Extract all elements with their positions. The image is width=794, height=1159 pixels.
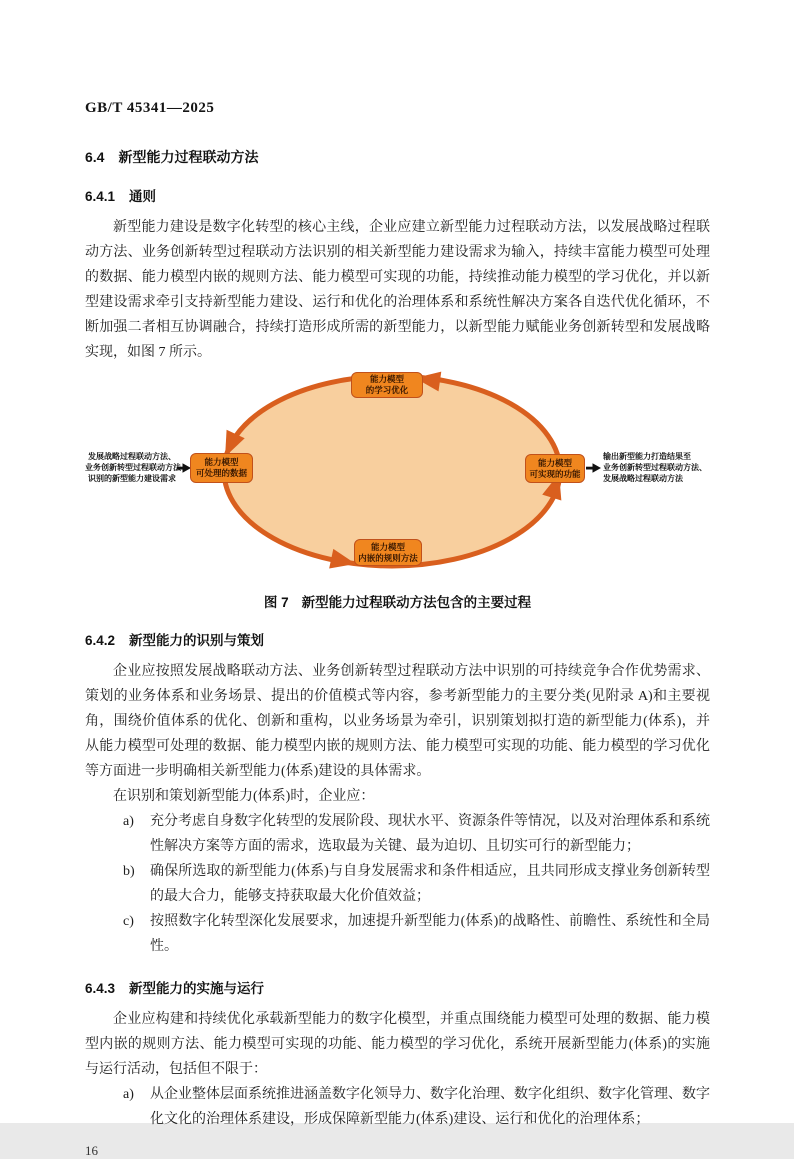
list-item-label: a) xyxy=(123,814,134,829)
list-item-text: 从企业整体层面系统推进涵盖数字化领导力、数字化治理、数字化组织、数字化管理、数字化文化的治理体系建设，形成保障新型能力(体系)建设、运行和优化的治理体系； xyxy=(150,1087,710,1127)
figure-7-caption xyxy=(85,591,710,611)
list-item-c xyxy=(85,909,710,959)
label-line: 输出新型能力打造结果至 xyxy=(603,452,691,461)
node-line: 能力模型 xyxy=(204,457,239,467)
label-line: 业务创新转型过程联动方法、 xyxy=(603,463,707,472)
heading-6-4 xyxy=(85,147,710,167)
figure-caption-label: 图 7 xyxy=(263,595,289,610)
heading-6-4-2 xyxy=(85,629,710,649)
node-line: 能力模型 xyxy=(370,541,405,552)
heading-6-4-1 xyxy=(85,185,710,205)
paragraph-6-4-2-lead-in: 在识别和策划新型能力(体系)时，企业应： xyxy=(113,789,375,804)
node-line: 内嵌的规则方法 xyxy=(358,552,418,563)
label-line: 发展战略过程联动方法、 xyxy=(88,452,176,461)
list-item-a xyxy=(85,809,710,859)
figure-caption-text: 新型能力过程联动方法包含的主要过程 xyxy=(301,595,532,610)
list-item-a xyxy=(85,1082,710,1132)
node-line: 能力模型 xyxy=(537,457,572,468)
list-item-text: 确保所选取的新型能力(体系)与自身发展需求和条件相适应，且共同形成支撑业务创新转型的最大合力，能够支持获取最大化价值效益； xyxy=(150,864,710,904)
list-item-text: 按照数字化转型深化发展要求，加速提升新型能力(体系)的战略性、前瞻性、系统性和全局性。 xyxy=(150,914,710,954)
node-learning-optimization xyxy=(351,372,423,398)
label-line: 业务创新转型过程联动方法 xyxy=(85,463,181,472)
list-item-label: b) xyxy=(123,864,135,879)
node-embedded-rules xyxy=(354,539,422,566)
list-item-text: 充分考虑自身数字化转型的发展阶段、现状水平、资源条件等情况，以及对治理体系和系统性解决方案等方面的需求，选取最为关键、最为迫切、且切实可行的新型能力； xyxy=(150,814,710,854)
list-item-label: c) xyxy=(123,914,134,929)
cycle-ellipse xyxy=(224,376,560,566)
node-line: 可处理的数据 xyxy=(195,468,247,478)
node-realizable-functions xyxy=(525,454,585,483)
diagram-input-label xyxy=(85,451,179,484)
standard-code-header: GB/T 45341—2025 xyxy=(85,100,215,116)
page-number: 16 xyxy=(85,1143,98,1158)
heading-number: 6.4 xyxy=(85,149,105,165)
heading-title: 新型能力的识别与策划 xyxy=(129,633,265,648)
heading-title: 通则 xyxy=(129,189,157,204)
page-content xyxy=(85,100,710,1159)
heading-6-4-3 xyxy=(85,977,710,997)
heading-title: 新型能力过程联动方法 xyxy=(118,149,259,165)
list-item-b xyxy=(85,859,710,909)
node-line: 能力模型 xyxy=(369,374,404,384)
output-arrowhead-icon xyxy=(593,463,602,472)
node-line: 的学习优化 xyxy=(365,385,409,395)
label-line: 识别的新型能力建设需求 xyxy=(88,474,176,483)
heading-number: 6.4.2 xyxy=(85,633,116,648)
paragraph-6-4-1: 新型能力建设是数字化转型的核心主线，企业应建立新型能力过程联动方法，以发展战略过程联动方法、业务创新转型过程联动方法识别的相关新型能力建设需求为输入，持续丰富能力模型可处理的数据、能力模型内嵌的规则方法、能力模型可实现的功能，持续推动能力模型的学习优化，并以新型建设需求牵引支持新型能力建设、运行和优化的治理体系和系统性解决方案各自迭代优化循环，不断加强二者相互协调融合，持续打造形成所需的新型能力，以新型能力赋能业务创新转型和发展战略实现，如图 7 所示。 xyxy=(85,220,710,360)
figure-7-diagram xyxy=(85,371,710,576)
list-6-4-2 xyxy=(85,809,710,959)
node-processable-data xyxy=(190,453,253,483)
list-6-4-3 xyxy=(85,1082,710,1132)
node-line: 可实现的功能 xyxy=(529,468,581,479)
diagram-output-label xyxy=(603,451,710,484)
paragraph-6-4-3: 企业应构建和持续优化承载新型能力的数字化模型，并重点围绕能力模型可处理的数据、能力模型内嵌的规则方法、能力模型可实现的功能、能力模型的学习优化，系统开展新型能力(体系)的实施与运行活动，包括但不限于： xyxy=(85,1012,710,1077)
heading-number: 6.4.3 xyxy=(85,981,116,996)
label-line: 发展战略过程联动方法 xyxy=(603,474,683,483)
list-item-label: a) xyxy=(123,1087,134,1102)
heading-title: 新型能力的实施与运行 xyxy=(129,981,265,996)
paragraph-6-4-2: 企业应按照发展战略联动方法、业务创新转型过程联动方法中识别的可持续竞争合作优势需求、策划的业务体系和业务场景、提出的价值模式等内容，参考新型能力的主要分类(见附录 A)和主要视角，围绕价值体系的优化、创新和重构，以业务场景为牵引，识别策划拟打造的新型能力(体系)，并从能力模型可处理的数据、能力模型内嵌的规则方法、能力模型可实现的功能、能力模型的学习优化等方面进一步明确相关新型能力(体系)建设的具体需求。 xyxy=(85,664,710,779)
heading-number: 6.4.1 xyxy=(85,189,116,204)
